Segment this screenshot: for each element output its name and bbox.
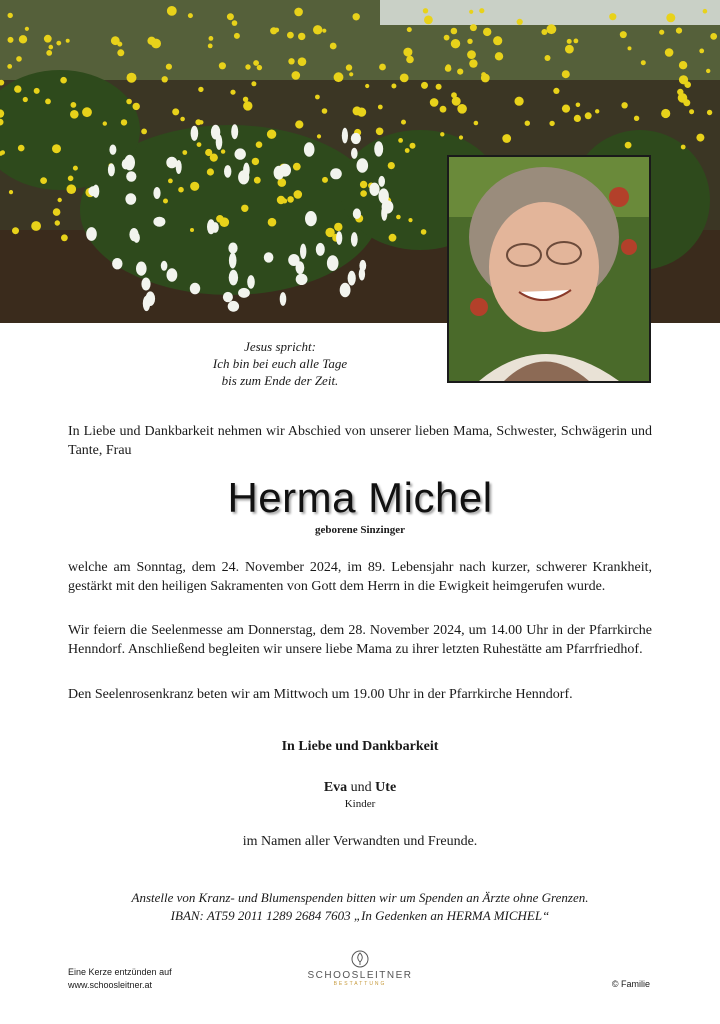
intro-paragraph: In Liebe und Dankbarkeit nehmen wir Abschied von unserer lieben Mama, Schwester, Schwägerin und Tante, Frau [68,424,652,458]
quote-line: bis zum Ende der Zeit. [221,373,339,388]
brand-name: SCHOOSLEITNER [307,970,413,981]
quote-line: Jesus spricht: [244,339,316,354]
funeral-home-logo [300,950,420,987]
donation-line: Anstelle von Kranz- und Blumenspenden bitten wir um Spenden an Ärzte ohne Grenzen. [131,890,589,905]
death-paragraph: welche am Sonntag, dem 24. November 2024, im 89. Lebensjahr nach kurzer, schwerer Krankheit, gestärkt mit den heiligen Sakramenten von Gott dem Herrn in die Ewigkeit heimgerufen wurde. [68,560,652,594]
brand-subtitle: BESTATTUNG [333,981,387,987]
mass-paragraph: Wir feiern die Seelenmesse am Donnerstag, dem 28. November 2024, um 14.00 Uhr in der Pfarrkirche Henndorf. Anschließend begleiten wir unsere liebe Mama zu ihrer letzten Ruhestätte am Pfarrfriedhof. [68,623,652,657]
mourner-name: Eva [323,780,348,795]
deceased-name: Herma Michel [227,474,493,521]
portrait-photo [447,155,651,383]
ornament-logo-icon [351,950,369,968]
copyright-note: © Familie [611,979,650,989]
iban-line: IBAN: AT59 2011 1289 2684 7603 „In Gedenken an HERMA MICHEL“ [170,908,550,923]
mourner-names [0,780,720,796]
quote-line: Ich bin bei euch alle Tage [212,356,348,371]
donation-note [0,889,720,925]
website-link[interactable]: www.schoosleitner.at [68,980,153,990]
closing-line: In Liebe und Dankbarkeit [281,739,439,754]
bible-quote [150,338,410,389]
candle-note [68,966,172,992]
rosary-paragraph: Den Seelenrosenkranz beten wir am Mittwoch um 19.00 Uhr in der Pfarrkirche Henndorf. [68,687,573,702]
birth-name: geborene Sinzinger [315,524,405,536]
family-line: im Namen aller Verwandten und Freunde. [242,834,478,849]
mourner-relation: Kinder [344,798,376,810]
candle-text: Eine Kerze entzünden auf [68,967,172,977]
mourner-conjunction: und [347,780,376,795]
mourner-name: Ute [375,780,397,795]
